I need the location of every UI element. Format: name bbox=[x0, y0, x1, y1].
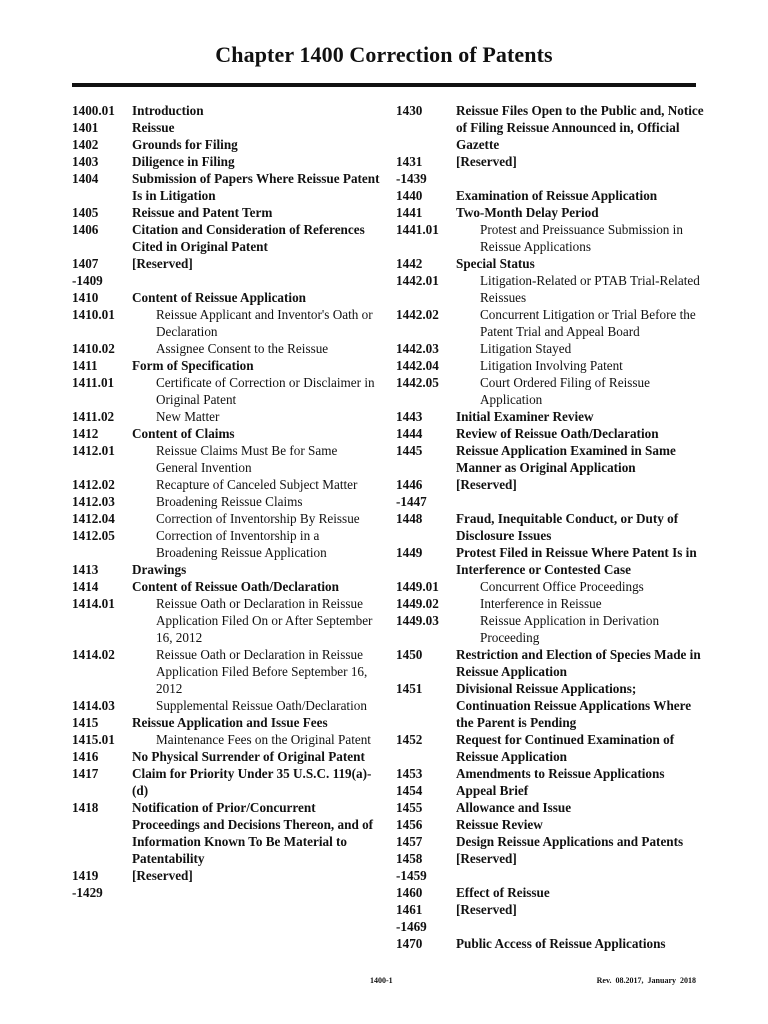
section-title: Citation and Consideration of References Cited in Original Patent bbox=[132, 222, 365, 254]
section-number: -1459 bbox=[396, 868, 427, 883]
section-number: 1417 bbox=[72, 766, 99, 781]
toc-entry bbox=[72, 731, 380, 748]
section-number: 1410.01 bbox=[72, 307, 115, 322]
section-number: 1414.01 bbox=[72, 596, 115, 611]
section-number: -1447 bbox=[396, 494, 427, 509]
section-title bbox=[456, 918, 704, 935]
section-title: Fraud, Inequitable Conduct, or Duty of Disclosure Issues bbox=[456, 511, 679, 543]
toc-entry bbox=[396, 731, 704, 765]
section-title: Reissue Application in Derivation Proceeding bbox=[480, 613, 660, 645]
section-number: 1470 bbox=[396, 936, 423, 951]
section-title: Reissue Application and Issue Fees bbox=[132, 715, 328, 730]
section-number: 1406 bbox=[72, 222, 99, 237]
section-number: 1411.01 bbox=[72, 375, 115, 390]
section-title: [Reserved] bbox=[132, 256, 193, 271]
toc-entry bbox=[396, 510, 704, 544]
section-title: Correction of Inventorship By Reissue bbox=[156, 511, 360, 526]
section-title: Supplemental Reissue Oath/Declaration bbox=[156, 698, 367, 713]
section-title: Reissue Review bbox=[456, 817, 543, 832]
toc-entry bbox=[72, 306, 380, 340]
section-number: 1441.01 bbox=[396, 222, 439, 237]
section-title: Litigation Involving Patent bbox=[480, 358, 623, 373]
section-number: 1453 bbox=[396, 766, 423, 781]
section-number: 1412.03 bbox=[72, 494, 115, 509]
toc-entry bbox=[72, 476, 380, 493]
section-number: 1458 bbox=[396, 851, 423, 866]
page-number: 1400-1 bbox=[370, 976, 393, 985]
toc-entry bbox=[72, 119, 380, 136]
toc-entry bbox=[72, 102, 380, 119]
section-number: 1441 bbox=[396, 205, 423, 220]
section-title bbox=[132, 884, 380, 901]
section-title: Notification of Prior/Concurrent Proceedings and Decisions Thereon, and of Information Known To Be Material to Patentability bbox=[132, 800, 374, 866]
toc-entry bbox=[72, 408, 380, 425]
section-number: 1440 bbox=[396, 188, 423, 203]
section-number: 1419 bbox=[72, 868, 99, 883]
section-number: 1400.01 bbox=[72, 103, 115, 118]
section-number: 1412.05 bbox=[72, 528, 115, 543]
toc-entry bbox=[72, 884, 380, 901]
toc-column-right bbox=[396, 102, 704, 952]
toc-entry bbox=[72, 340, 380, 357]
section-number: 1457 bbox=[396, 834, 423, 849]
section-title: Certificate of Correction or Disclaimer in Original Patent bbox=[156, 375, 375, 407]
toc-entry bbox=[72, 357, 380, 374]
toc-entry bbox=[396, 357, 704, 374]
toc-entry bbox=[396, 340, 704, 357]
section-title: Interference in Reissue bbox=[480, 596, 602, 611]
toc-entry bbox=[72, 578, 380, 595]
toc-entry bbox=[72, 442, 380, 476]
toc-entry bbox=[396, 799, 704, 816]
toc-entry bbox=[396, 595, 704, 612]
toc-entry bbox=[72, 255, 380, 272]
toc-entry bbox=[396, 850, 704, 867]
toc-entry bbox=[72, 272, 380, 289]
section-title: Recapture of Canceled Subject Matter bbox=[156, 477, 358, 492]
toc-entry bbox=[396, 884, 704, 901]
section-number: -1429 bbox=[72, 885, 103, 900]
toc-entry bbox=[72, 204, 380, 221]
toc-entry bbox=[72, 646, 380, 697]
section-title: Content of Claims bbox=[132, 426, 235, 441]
page-title: Chapter 1400 Correction of Patents bbox=[215, 42, 553, 67]
toc-entry bbox=[396, 374, 704, 408]
section-title: Litigation-Related or PTAB Trial-Related Reissues bbox=[480, 273, 700, 305]
section-title: Maintenance Fees on the Original Patent bbox=[156, 732, 371, 747]
section-number: -1469 bbox=[396, 919, 427, 934]
section-number: 1450 bbox=[396, 647, 423, 662]
section-number: 1430 bbox=[396, 103, 423, 118]
section-title: [Reserved] bbox=[132, 868, 193, 883]
section-number: 1404 bbox=[72, 171, 99, 186]
section-title: [Reserved] bbox=[456, 154, 517, 169]
section-title: Request for Continued Examination of Reissue Application bbox=[456, 732, 675, 764]
toc-entry bbox=[396, 408, 704, 425]
section-number: 1442.03 bbox=[396, 341, 439, 356]
section-title: Reissue and Patent Term bbox=[132, 205, 273, 220]
toc-entry bbox=[396, 306, 704, 340]
title-rule bbox=[72, 83, 696, 87]
toc-entry bbox=[72, 867, 380, 884]
toc-entry bbox=[72, 289, 380, 306]
section-title: Appeal Brief bbox=[456, 783, 529, 798]
toc-entry bbox=[396, 646, 704, 680]
section-title: Reissue Applicant and Inventor's Oath or Declaration bbox=[156, 307, 373, 339]
section-title: Reissue Application Examined in Same Manner as Original Application bbox=[456, 443, 676, 475]
section-number: 1414.03 bbox=[72, 698, 115, 713]
toc-entry bbox=[396, 153, 704, 170]
section-title: Special Status bbox=[456, 256, 535, 271]
section-title: Review of Reissue Oath/Declaration bbox=[456, 426, 659, 441]
section-title: Form of Specification bbox=[132, 358, 254, 373]
toc-entry bbox=[72, 493, 380, 510]
toc-entry bbox=[396, 935, 704, 952]
section-title: [Reserved] bbox=[456, 477, 517, 492]
section-title: Grounds for Filing bbox=[132, 137, 238, 152]
section-title: Protest and Preissuance Submission in Reissue Applications bbox=[480, 222, 683, 254]
section-number: 1416 bbox=[72, 749, 99, 764]
section-number: 1413 bbox=[72, 562, 99, 577]
toc-entry bbox=[72, 697, 380, 714]
section-number: 1403 bbox=[72, 154, 99, 169]
section-number: 1449.02 bbox=[396, 596, 439, 611]
section-number: 1443 bbox=[396, 409, 423, 424]
section-number: 1448 bbox=[396, 511, 423, 526]
section-title: Design Reissue Applications and Patents bbox=[456, 834, 684, 849]
section-number: 1407 bbox=[72, 256, 99, 271]
toc-entry bbox=[396, 867, 704, 884]
toc-entry bbox=[72, 510, 380, 527]
section-title: Concurrent Litigation or Trial Before the Patent Trial and Appeal Board bbox=[480, 307, 696, 339]
section-title: Correction of Inventorship in a Broadening Reissue Application bbox=[156, 528, 327, 560]
section-number: 1411.02 bbox=[72, 409, 115, 424]
toc-entry bbox=[396, 476, 704, 493]
toc-entry bbox=[72, 748, 380, 765]
section-number: 1451 bbox=[396, 681, 423, 696]
section-title: New Matter bbox=[156, 409, 220, 424]
section-title: Content of Reissue Application bbox=[132, 290, 307, 305]
section-number: 1418 bbox=[72, 800, 99, 815]
toc-entry bbox=[396, 221, 704, 255]
toc-entry bbox=[72, 221, 380, 255]
section-title: Drawings bbox=[132, 562, 187, 577]
toc-entry bbox=[396, 578, 704, 595]
toc-entry bbox=[396, 816, 704, 833]
toc-entry bbox=[72, 153, 380, 170]
section-title: Reissue Claims Must Be for Same General Invention bbox=[156, 443, 338, 475]
section-number: 1415 bbox=[72, 715, 99, 730]
section-number: 1412 bbox=[72, 426, 99, 441]
section-number: 1449.03 bbox=[396, 613, 439, 628]
toc-entry bbox=[396, 442, 704, 476]
toc-entry bbox=[72, 714, 380, 731]
section-title: Two-Month Delay Period bbox=[456, 205, 599, 220]
section-number: 1412.04 bbox=[72, 511, 115, 526]
toc-entry bbox=[72, 374, 380, 408]
section-title: Submission of Papers Where Reissue Patent Is in Litigation bbox=[132, 171, 380, 203]
revision-info: Rev. 08.2017, January 2018 bbox=[596, 976, 696, 985]
section-number: 1442.01 bbox=[396, 273, 439, 288]
toc-entry bbox=[396, 833, 704, 850]
toc-entry bbox=[396, 255, 704, 272]
section-title: Claim for Priority Under 35 U.S.C. 119(a)-(d) bbox=[132, 766, 372, 798]
toc-entry bbox=[72, 561, 380, 578]
toc-entry bbox=[72, 527, 380, 561]
section-number: 1401 bbox=[72, 120, 99, 135]
toc-entry bbox=[396, 782, 704, 799]
section-number: 1414 bbox=[72, 579, 99, 594]
section-title: Reissue Oath or Declaration in Reissue Application Filed Before September 16, 2012 bbox=[156, 647, 368, 696]
section-title: Reissue bbox=[132, 120, 175, 135]
section-title: Assignee Consent to the Reissue bbox=[156, 341, 329, 356]
toc-entry bbox=[396, 612, 704, 646]
section-number: 1442.05 bbox=[396, 375, 439, 390]
section-title bbox=[456, 493, 704, 510]
toc-entry bbox=[396, 170, 704, 187]
section-number: -1409 bbox=[72, 273, 103, 288]
toc-entry bbox=[396, 272, 704, 306]
section-title bbox=[132, 272, 380, 289]
section-title: Effect of Reissue bbox=[456, 885, 550, 900]
toc-entry bbox=[396, 187, 704, 204]
section-number: 1442 bbox=[396, 256, 423, 271]
toc-entry bbox=[396, 918, 704, 935]
toc-entry bbox=[72, 170, 380, 204]
section-number: 1431 bbox=[396, 154, 423, 169]
toc-entry bbox=[396, 493, 704, 510]
section-title bbox=[456, 867, 704, 884]
section-number: -1439 bbox=[396, 171, 427, 186]
toc-entry bbox=[396, 102, 704, 153]
section-number: 1446 bbox=[396, 477, 423, 492]
section-title bbox=[456, 170, 704, 187]
toc-entry bbox=[396, 901, 704, 918]
toc-entry bbox=[72, 595, 380, 646]
section-number: 1415.01 bbox=[72, 732, 115, 747]
section-title: Concurrent Office Proceedings bbox=[480, 579, 644, 594]
section-number: 1452 bbox=[396, 732, 423, 747]
section-title: Introduction bbox=[132, 103, 204, 118]
section-number: 1410 bbox=[72, 290, 99, 305]
toc-entry bbox=[396, 680, 704, 731]
section-number: 1411 bbox=[72, 358, 98, 373]
section-title: Court Ordered Filing of Reissue Application bbox=[480, 375, 650, 407]
section-number: 1455 bbox=[396, 800, 423, 815]
section-title: Restriction and Election of Species Made in Reissue Application bbox=[456, 647, 701, 679]
section-number: 1442.02 bbox=[396, 307, 439, 322]
section-number: 1461 bbox=[396, 902, 423, 917]
toc-entry bbox=[396, 204, 704, 221]
section-title: No Physical Surrender of Original Patent bbox=[132, 749, 365, 764]
section-number: 1402 bbox=[72, 137, 99, 152]
section-title: Amendments to Reissue Applications bbox=[456, 766, 665, 781]
section-number: 1449.01 bbox=[396, 579, 439, 594]
toc-entry bbox=[396, 425, 704, 442]
toc-column-left bbox=[72, 102, 380, 901]
section-number: 1449 bbox=[396, 545, 423, 560]
section-title: Diligence in Filing bbox=[132, 154, 235, 169]
toc-entry bbox=[396, 765, 704, 782]
toc-entry bbox=[72, 765, 380, 799]
section-title: Allowance and Issue bbox=[456, 800, 572, 815]
section-number: 1410.02 bbox=[72, 341, 115, 356]
toc-entry bbox=[396, 544, 704, 578]
section-title: Content of Reissue Oath/Declaration bbox=[132, 579, 339, 594]
section-title: Reissue Oath or Declaration in Reissue Application Filed On or After September 16, 2012 bbox=[156, 596, 373, 645]
toc-entry bbox=[72, 799, 380, 867]
section-title: [Reserved] bbox=[456, 902, 517, 917]
section-number: 1442.04 bbox=[396, 358, 439, 373]
toc-entry bbox=[72, 425, 380, 442]
section-number: 1445 bbox=[396, 443, 423, 458]
section-number: 1456 bbox=[396, 817, 423, 832]
section-number: 1454 bbox=[396, 783, 423, 798]
section-number: 1412.01 bbox=[72, 443, 115, 458]
section-number: 1405 bbox=[72, 205, 99, 220]
section-number: 1460 bbox=[396, 885, 423, 900]
section-title: Divisional Reissue Applications; Continuation Reissue Applications Where the Parent is Pending bbox=[456, 681, 692, 730]
section-title: [Reserved] bbox=[456, 851, 517, 866]
toc-entry bbox=[72, 136, 380, 153]
section-title: Protest Filed in Reissue Where Patent Is in Interference or Contested Case bbox=[456, 545, 697, 577]
section-title: Litigation Stayed bbox=[480, 341, 572, 356]
section-title: Examination of Reissue Application bbox=[456, 188, 658, 203]
section-title: Public Access of Reissue Applications bbox=[456, 936, 666, 951]
section-number: 1444 bbox=[396, 426, 423, 441]
section-title: Initial Examiner Review bbox=[456, 409, 594, 424]
section-number: 1412.02 bbox=[72, 477, 115, 492]
section-title: Reissue Files Open to the Public and, Notice of Filing Reissue Announced in, Official Gazette bbox=[456, 103, 704, 152]
section-number: 1414.02 bbox=[72, 647, 115, 662]
section-title: Broadening Reissue Claims bbox=[156, 494, 303, 509]
